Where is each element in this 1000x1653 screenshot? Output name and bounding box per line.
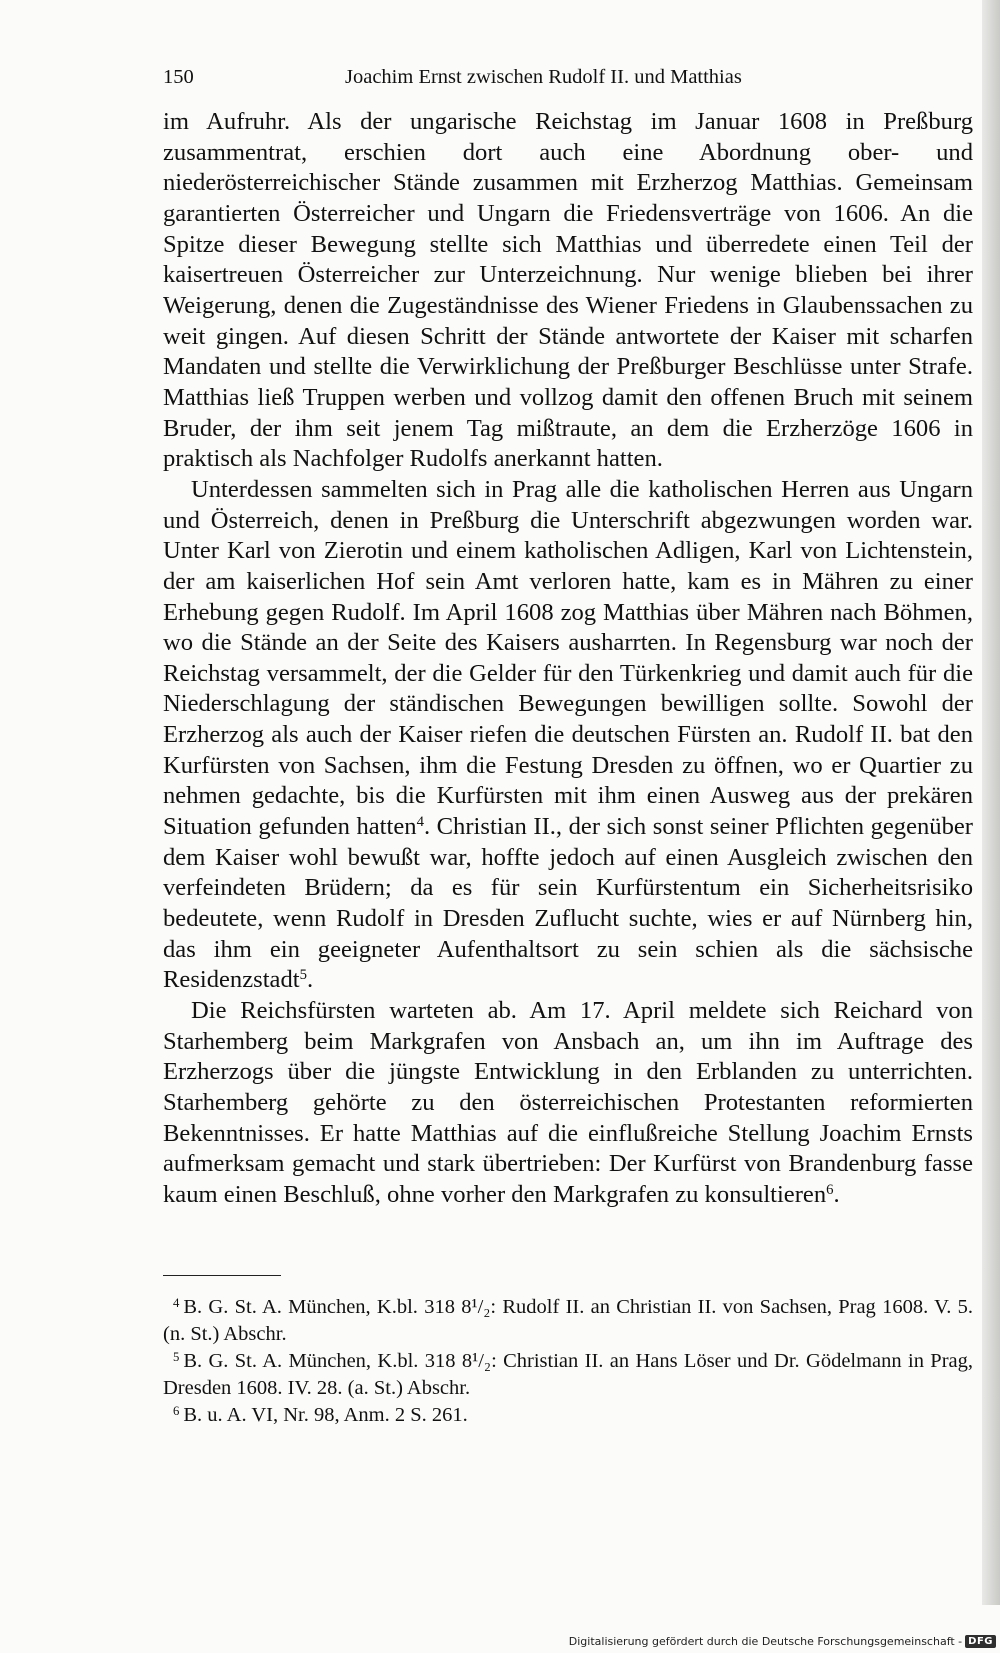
paragraph-3 [163, 996, 973, 1211]
footnote-number: 4 [173, 1295, 180, 1310]
paragraph-text: im Aufruhr. Als der ungarische Reichstag im Januar 1608 in Preßburg zusammentrat, erschien dort auch eine Abordnung ober- und niederösterreichischer Stände zusammen mit Erzherzog Matthias. Gemeinsam garantierten Österreicher und Ungarn die Friedensverträge von 1606. An die Spitze dieser Bewegung stellte sich Matthias und überredete einen Teil der kaisertreuen Österreicher zur Unterzeichnung. Nur wenige blieben bei ihrer Weigerung, denen die Zugeständnisse des Wiener Friedens in Glaubenssachen zu weit gingen. Auf diesen Schritt der Stände antwortete der Kaiser mit scharfen Mandaten und stellte die Verwirklichung der Preßburger Beschlüsse unter Strafe. Matthias ließ Truppen werben und vollzog damit den offenen Bruch mit seinem Bruder, der ihm seit jenem Tag mißtraute, an dem die Erzherzöge 1606 in praktisch als Nachfolger Rudolfs anerkannt hatten. [163, 108, 973, 473]
footnote-ref-6[interactable]: 6 [826, 1181, 834, 1198]
footnote-ref-5[interactable]: 5 [299, 967, 307, 984]
dfg-logo: DFG [965, 1635, 996, 1648]
footnote-5 [163, 1348, 973, 1402]
footnotes [163, 1294, 973, 1429]
credit-text: Digitalisierung gefördert durch die Deutsche Forschungsgemeinschaft - [568, 1634, 963, 1648]
footnote-number: 6 [173, 1403, 180, 1418]
footnote-4 [163, 1294, 973, 1348]
footnote-text: B. G. St. A. München, K.bl. 318 8¹/₂: Rudolf II. an Christian II. von Sachsen, Prag 1608. V. 5. (n. St.) Abschr. [163, 1296, 973, 1345]
footnote-number: 5 [173, 1349, 180, 1364]
paragraph-text: . Christian II., der sich sonst seiner Pflichten gegenüber dem Kaiser wohl bewußt war, hoffte jedoch auf einen Ausgleich zwischen den verfeindeten Brüdern; da es für sein Kurfürstentum ein Sicherheitsrisiko bedeutete, wenn Rudolf in Dresden Zuflucht suchte, wies er auf Nürnberg hin, das ihm ein geeigneter Aufenthaltsort zu sein schien als die sächsische Residenzstadt [163, 813, 973, 994]
footnote-ref-4[interactable]: 4 [416, 813, 424, 830]
body-text [163, 107, 973, 1211]
paragraph-2 [163, 475, 973, 996]
running-header [163, 66, 973, 96]
footnote-separator [163, 1275, 281, 1276]
footnote-text: B. G. St. A. München, K.bl. 318 8¹/₂: Christian II. an Hans Löser und Dr. Gödelmann in Prag, Dresden 1608. IV. 28. (a. St.) Abschr. [163, 1350, 973, 1399]
paragraph-text: Unterdessen sammelten sich in Prag alle die katholischen Herren aus Ungarn und Österreich, denen in Preßburg die Unterschrift abgezwungen worden war. Unter Karl von Zierotin und einem katholischen Adligen, Karl von Lichtenstein, der am kaiserlichen Hof sein Amt verloren hatte, kam es in Mähren zu einer Erhebung gegen Rudolf. Im April 1608 zog Matthias über Mähren nach Böhmen, wo die Stände an der Seite des Kaisers ausharrten. In Regensburg war noch der Reichstag versammelt, der die Gelder für den Türkenkrieg und damit auch für die Niederschlagung der ständischen Bewegungen bewilligen sollte. Sowohl der Erzherzog als auch der Kaiser riefen die deutschen Fürsten an. Rudolf II. bat den Kurfürsten von Sachsen, ihm die Festung Dresden zu öffnen, wo er Quartier zu nehmen gedachte, bis die Kurfürsten mit ihm einen Ausweg aus der prekären Situation gefunden hatten [163, 475, 973, 841]
paragraph-1 [163, 107, 973, 475]
digitization-credit [569, 1632, 996, 1650]
paragraph-text: . [833, 1180, 840, 1208]
running-title: Joachim Ernst zwischen Rudolf II. und Matthias [345, 66, 742, 88]
paragraph-text: Die Reichsfürsten warteten ab. Am 17. April meldete sich Reichard von Starhemberg beim Markgrafen von Ansbach an, um ihn im Auftrage des Erzherzogs über die jüngste Entwicklung in den Erblanden zu unterrichten. Starhemberg gehörte zu den österreichischen Protestanten reformierten Bekenntnisses. Er hatte Matthias auf die einflußreiche Stellung Joachim Ernsts aufmerksam gemacht und stark übertrieben: Der Kurfürst von Brandenburg fasse kaum einen Beschluß, ohne vorher den Markgrafen zu konsultieren [163, 997, 973, 1208]
paragraph-text: . [306, 966, 314, 994]
footnote-text: B. u. A. VI, Nr. 98, Anm. 2 S. 261. [183, 1404, 468, 1426]
footnote-6 [163, 1402, 973, 1429]
page-edge-shadow [982, 0, 1000, 1605]
page-number: 150 [163, 66, 194, 88]
